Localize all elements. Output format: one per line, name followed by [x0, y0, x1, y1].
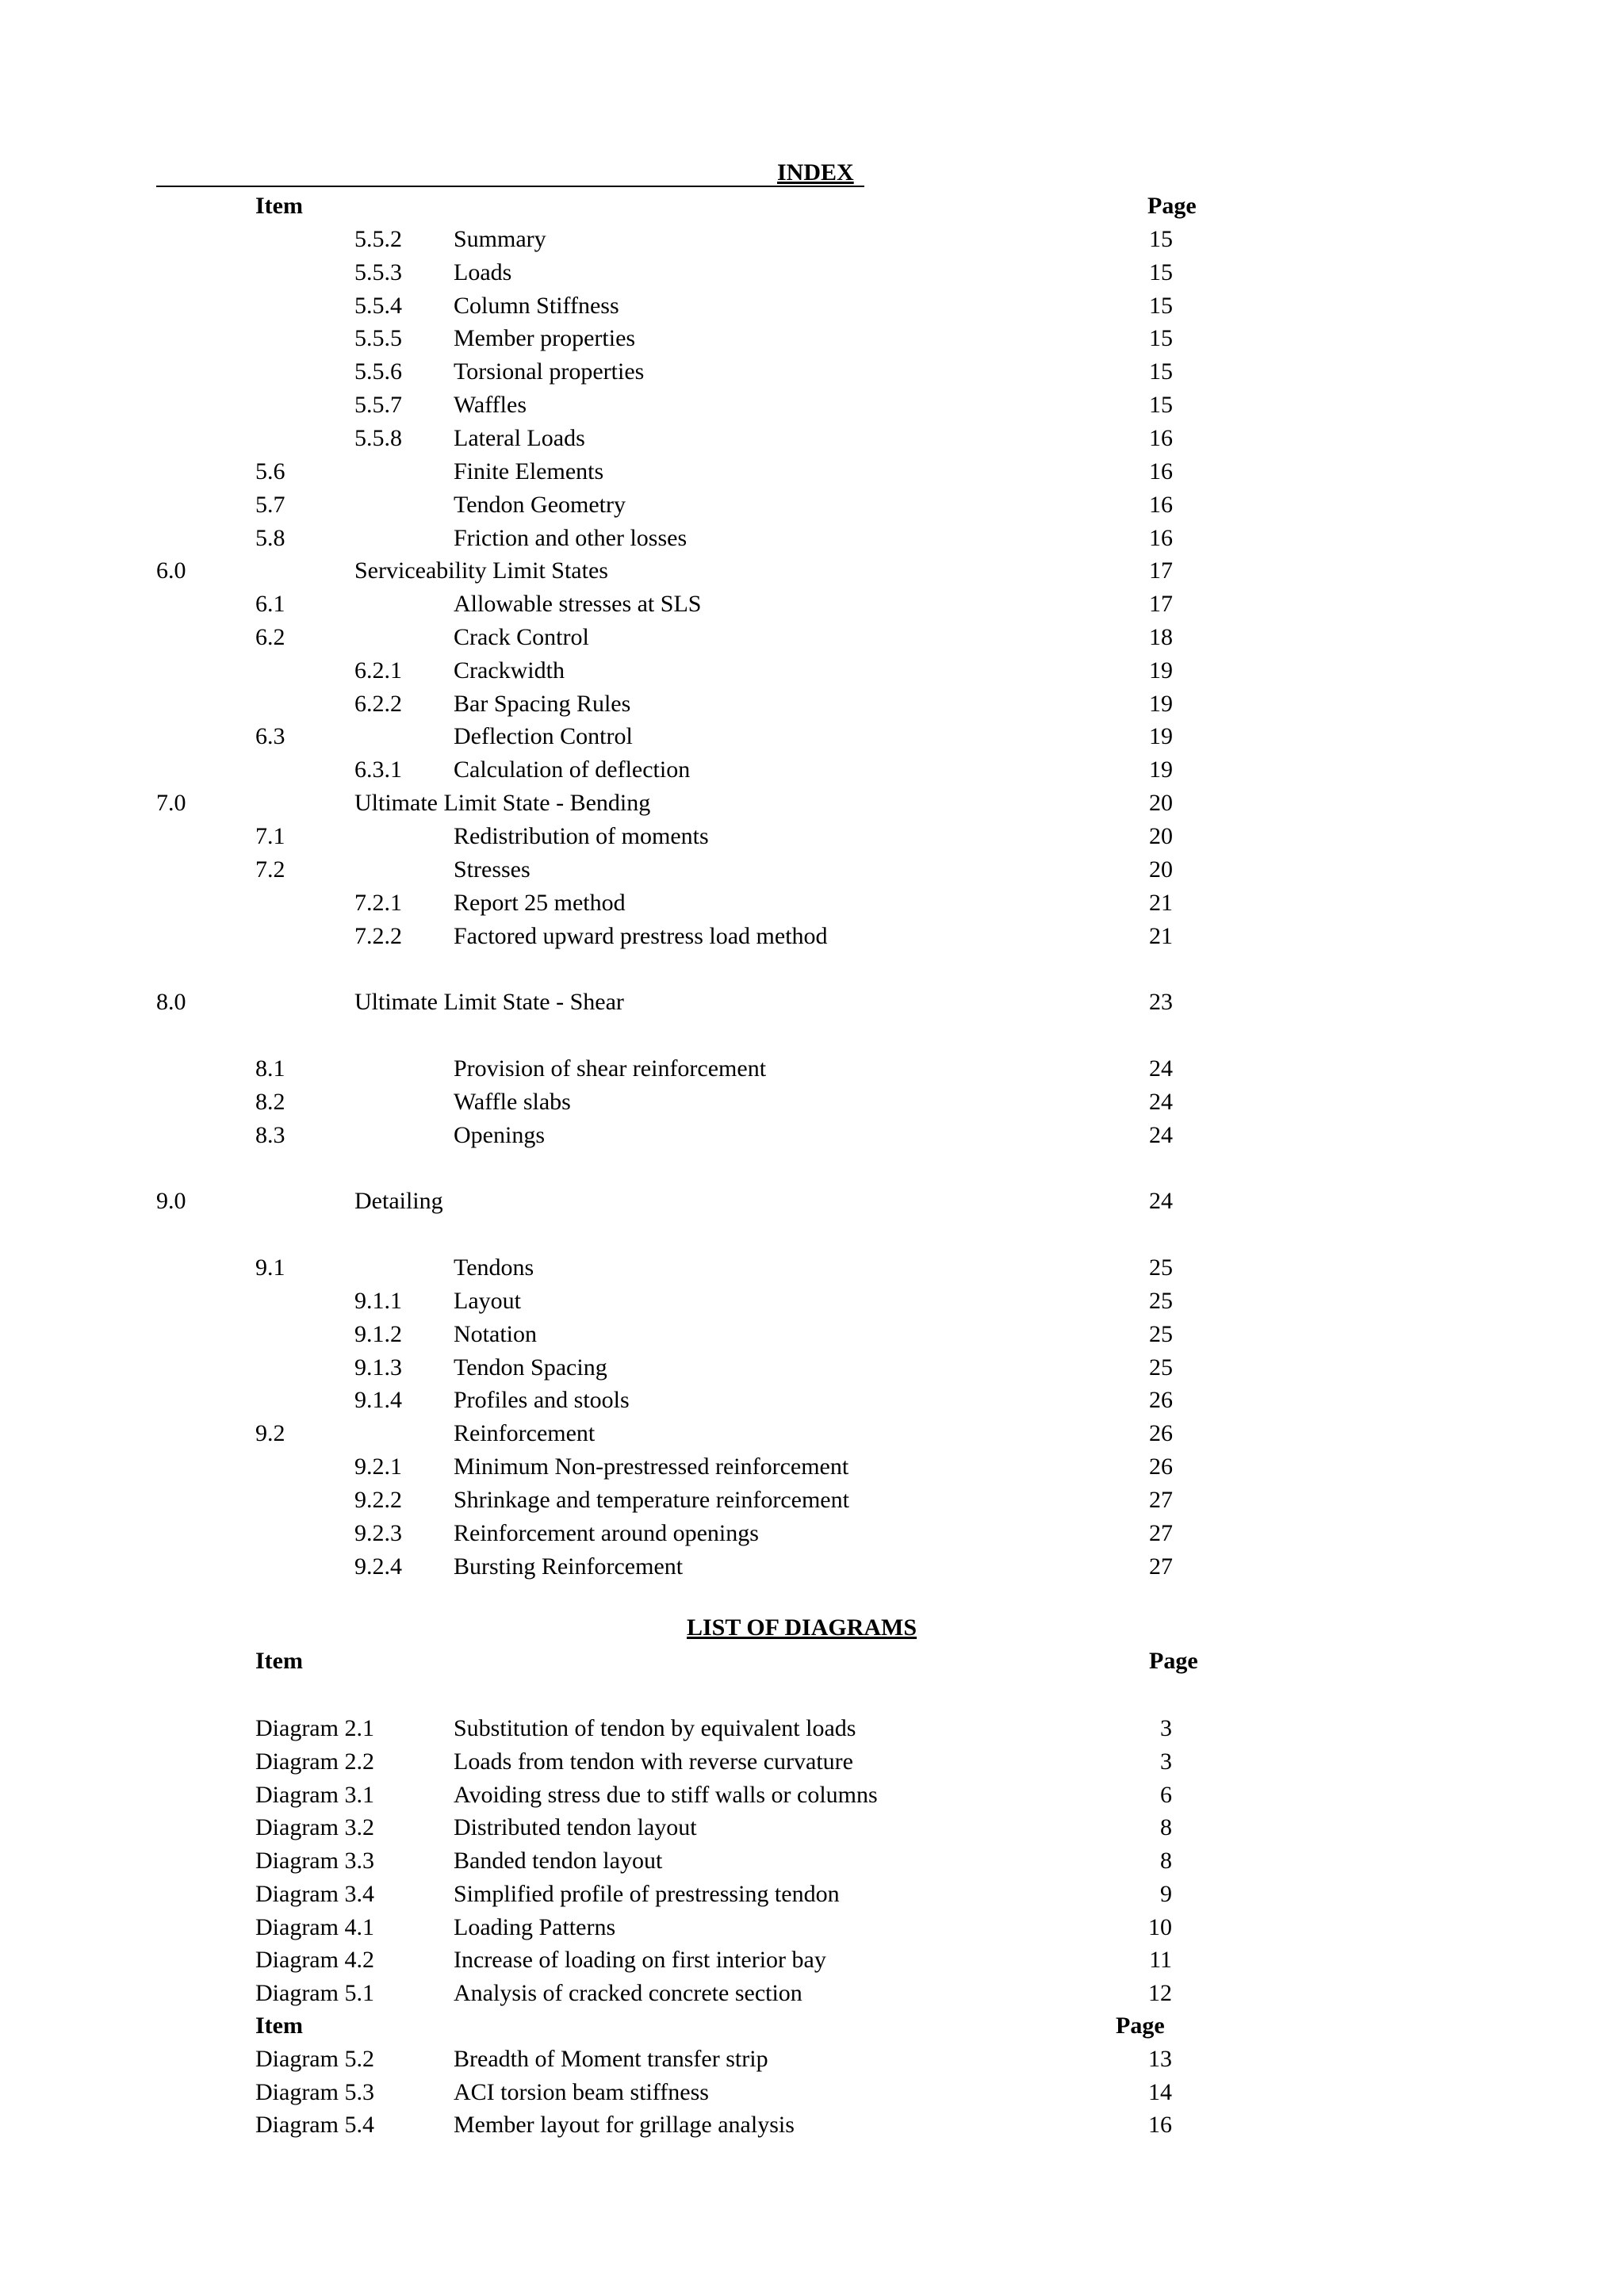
index-entry-page: 25	[1149, 1321, 1173, 1347]
diagram-entry-title: Substitution of tendon by equivalent loads	[454, 1715, 856, 1741]
index-entry-number: 9.1.2	[354, 1321, 402, 1347]
index-entry-title: Waffle slabs	[454, 1089, 571, 1115]
index-entry-title: Ultimate Limit State - Shear	[354, 989, 624, 1015]
index-entry-title: Provision of shear reinforcement	[454, 1055, 767, 1082]
index-entry-title: Column Stiffness	[454, 293, 619, 319]
index-entry-number: 9.2	[255, 1420, 285, 1446]
index-entry-number: 5.5.4	[354, 293, 402, 319]
index-entry-title: Allowable stresses at SLS	[454, 591, 702, 617]
diagram-entry-title: Distributed tendon layout	[454, 1814, 697, 1840]
index-entry-number: 5.5.2	[354, 226, 402, 252]
index-entry-number: 9.0	[156, 1188, 186, 1214]
index-entry-page: 21	[1149, 923, 1173, 949]
index-entry-page: 24	[1149, 1055, 1173, 1082]
index-entry-number: 6.2.1	[354, 657, 402, 684]
index-entry-page: 16	[1149, 458, 1173, 484]
index-entry-title: Stresses	[454, 856, 530, 883]
index-entry-title: Tendon Geometry	[454, 492, 626, 518]
diagram-entry-page: 12	[1148, 1980, 1172, 2006]
index-entry-number: 9.2.3	[354, 1520, 402, 1546]
diagram-entry-label: Diagram 2.2	[255, 1748, 374, 1775]
diagram-entry-title: ACI torsion beam stiffness	[454, 2079, 709, 2105]
index-entry-title: Report 25 method	[454, 890, 626, 916]
index-entry-title: Crackwidth	[454, 657, 565, 684]
index-entry-title: Minimum Non-prestressed reinforcement	[454, 1453, 849, 1480]
index-entry-title: Friction and other losses	[454, 525, 688, 551]
index-entry-title: Reinforcement	[454, 1420, 596, 1446]
index-entry-number: 6.0	[156, 557, 186, 584]
diagram-entry-title: Banded tendon layout	[454, 1848, 663, 1874]
diagram-entry-label: Diagram 5.2	[255, 2046, 374, 2072]
index-entry-number: 6.3	[255, 723, 285, 749]
diagram-entry-label: Diagram 5.1	[255, 1980, 374, 2006]
diagram-entry-title: Loads from tendon with reverse curvature	[454, 1748, 853, 1775]
index-entry-number: 9.1	[255, 1254, 285, 1281]
index-entry-page: 26	[1149, 1420, 1173, 1446]
index-entry-title: Bursting Reinforcement	[454, 1553, 684, 1580]
diagrams-page-header: Page	[1149, 1648, 1198, 1674]
diagram-entry-page: 13	[1148, 2046, 1172, 2072]
diagram-entry-label: Diagram 4.2	[255, 1947, 374, 1973]
diagram-entry-page: 3	[1160, 1715, 1172, 1741]
index-entry-number: 8.3	[255, 1122, 285, 1148]
index-entry-number: 6.1	[255, 591, 285, 617]
index-entry-number: 7.2	[255, 856, 285, 883]
index-entry-page: 15	[1149, 325, 1173, 351]
diagram-entry-page: 6	[1160, 1782, 1172, 1808]
index-entry-number: 5.8	[255, 525, 285, 551]
index-entry-number: 9.1.1	[354, 1288, 402, 1314]
diagram-entry-title: Loading Patterns	[454, 1914, 616, 1940]
index-entry-title: Tendons	[454, 1254, 534, 1281]
index-entry-number: 5.5.5	[354, 325, 402, 351]
index-entry-title: Ultimate Limit State - Bending	[354, 790, 651, 816]
index-entry-title: Notation	[454, 1321, 537, 1347]
index-entry-title: Loads	[454, 259, 512, 285]
index-entry-page: 27	[1149, 1553, 1173, 1580]
index-entry-title: Tendon Spacing	[454, 1354, 607, 1381]
index-entry-page: 27	[1149, 1520, 1173, 1546]
index-entry-page: 26	[1149, 1387, 1173, 1413]
index-entry-number: 7.1	[255, 823, 285, 849]
index-entry-page: 17	[1149, 557, 1173, 584]
diagram-entry-label: Diagram 5.3	[255, 2079, 374, 2105]
diagram-entry-title: Simplified profile of prestressing tendon	[454, 1881, 840, 1907]
index-entry-title: Crack Control	[454, 624, 589, 650]
index-entry-number: 6.2	[255, 624, 285, 650]
index-title: INDEX	[777, 159, 854, 186]
index-entry-title: Waffles	[454, 392, 527, 418]
index-entry-title: Finite Elements	[454, 458, 604, 484]
index-entry-title: Redistribution of moments	[454, 823, 709, 849]
index-entry-number: 7.0	[156, 790, 186, 816]
diagram-entry-title: Breadth of Moment transfer strip	[454, 2046, 768, 2072]
index-entry-title: Serviceability Limit States	[354, 557, 608, 584]
index-entry-page: 20	[1149, 856, 1173, 883]
diagram-entry-title: Analysis of cracked concrete section	[454, 1980, 802, 2006]
diagrams-item-header: Item	[255, 1648, 303, 1674]
index-entry-page: 15	[1149, 293, 1173, 319]
index-entry-number: 5.5.3	[354, 259, 402, 285]
index-entry-title: Lateral Loads	[454, 425, 585, 451]
index-entry-number: 9.1.4	[354, 1387, 402, 1413]
index-entry-page: 25	[1149, 1254, 1173, 1281]
index-entry-page: 19	[1149, 756, 1173, 783]
diagram-entry-title: Member layout for grillage analysis	[454, 2112, 795, 2138]
diagram-entry-title: Avoiding stress due to stiff walls or columns	[454, 1782, 878, 1808]
index-entry-page: 15	[1149, 226, 1173, 252]
index-entry-page: 18	[1149, 624, 1173, 650]
index-entry-number: 5.7	[255, 492, 285, 518]
index-entry-page: 26	[1149, 1453, 1173, 1480]
diagrams-page-header-repeat: Page	[1116, 2013, 1165, 2039]
index-entry-page: 16	[1149, 425, 1173, 451]
diagram-entry-page: 14	[1148, 2079, 1172, 2105]
index-entry-page: 17	[1149, 591, 1173, 617]
index-entry-title: Detailing	[354, 1188, 443, 1214]
index-entry-page: 15	[1149, 392, 1173, 418]
index-entry-number: 6.2.2	[354, 691, 402, 717]
index-entry-number: 8.2	[255, 1089, 285, 1115]
diagram-entry-page: 9	[1160, 1881, 1172, 1907]
index-entry-number: 5.5.7	[354, 392, 402, 418]
index-entry-title: Shrinkage and temperature reinforcement	[454, 1487, 849, 1513]
index-entry-title: Factored upward prestress load method	[454, 923, 828, 949]
diagram-entry-page: 3	[1160, 1748, 1172, 1775]
index-entry-page: 24	[1149, 1188, 1173, 1214]
diagram-entry-page: 16	[1148, 2112, 1172, 2138]
index-entry-number: 5.5.8	[354, 425, 402, 451]
index-entry-title: Summary	[454, 226, 546, 252]
diagrams-item-header-repeat: Item	[255, 2013, 303, 2039]
diagrams-title: LIST OF DIAGRAMS	[687, 1614, 917, 1641]
index-entry-number: 7.2.1	[354, 890, 402, 916]
diagram-entry-label: Diagram 3.4	[255, 1881, 374, 1907]
index-entry-number: 6.3.1	[354, 756, 402, 783]
index-entry-title: Torsional properties	[454, 358, 645, 385]
index-entry-page: 19	[1149, 723, 1173, 749]
index-entry-page: 20	[1149, 790, 1173, 816]
index-entry-title: Openings	[454, 1122, 545, 1148]
index-entry-number: 7.2.2	[354, 923, 402, 949]
index-entry-number: 9.2.1	[354, 1453, 402, 1480]
index-entry-number: 9.1.3	[354, 1354, 402, 1381]
index-entry-page: 15	[1149, 358, 1173, 385]
index-rule	[156, 186, 864, 187]
index-entry-number: 8.1	[255, 1055, 285, 1082]
diagram-entry-label: Diagram 2.1	[255, 1715, 374, 1741]
index-entry-page: 24	[1149, 1122, 1173, 1148]
index-entry-title: Bar Spacing Rules	[454, 691, 631, 717]
index-item-header: Item	[255, 193, 303, 219]
diagram-entry-page: 8	[1160, 1848, 1172, 1874]
index-entry-title: Reinforcement around openings	[454, 1520, 759, 1546]
diagram-entry-label: Diagram 3.1	[255, 1782, 374, 1808]
index-entry-page: 25	[1149, 1288, 1173, 1314]
diagram-entry-page: 8	[1160, 1814, 1172, 1840]
index-entry-title: Member properties	[454, 325, 636, 351]
diagram-entry-label: Diagram 4.1	[255, 1914, 374, 1940]
diagram-entry-page: 11	[1149, 1947, 1172, 1973]
index-entry-title: Layout	[454, 1288, 521, 1314]
index-entry-number: 5.6	[255, 458, 285, 484]
index-entry-number: 8.0	[156, 989, 186, 1015]
index-entry-page: 21	[1149, 890, 1173, 916]
index-entry-page: 20	[1149, 823, 1173, 849]
diagram-entry-title: Increase of loading on first interior bay	[454, 1947, 826, 1973]
index-entry-page: 19	[1149, 691, 1173, 717]
diagram-entry-label: Diagram 5.4	[255, 2112, 374, 2138]
diagram-entry-page: 10	[1148, 1914, 1172, 1940]
index-entry-page: 19	[1149, 657, 1173, 684]
diagram-entry-label: Diagram 3.2	[255, 1814, 374, 1840]
index-entry-title: Profiles and stools	[454, 1387, 630, 1413]
index-entry-page: 16	[1149, 492, 1173, 518]
index-entry-number: 9.2.2	[354, 1487, 402, 1513]
index-entry-page: 15	[1149, 259, 1173, 285]
index-entry-number: 5.5.6	[354, 358, 402, 385]
index-entry-title: Calculation of deflection	[454, 756, 691, 783]
index-entry-page: 16	[1149, 525, 1173, 551]
index-page-header: Page	[1147, 193, 1197, 219]
index-entry-page: 23	[1149, 989, 1173, 1015]
index-entry-title: Deflection Control	[454, 723, 633, 749]
diagram-entry-label: Diagram 3.3	[255, 1848, 374, 1874]
index-entry-page: 24	[1149, 1089, 1173, 1115]
index-entry-number: 9.2.4	[354, 1553, 402, 1580]
index-entry-page: 27	[1149, 1487, 1173, 1513]
index-entry-page: 25	[1149, 1354, 1173, 1381]
